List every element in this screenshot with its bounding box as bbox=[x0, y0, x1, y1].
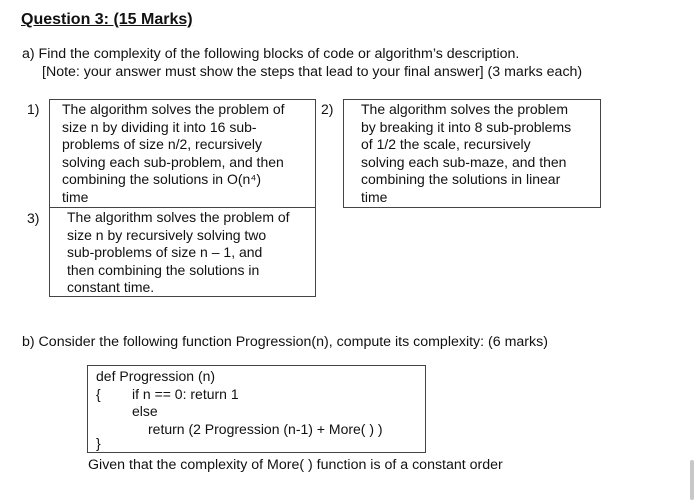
code-box bbox=[87, 365, 426, 453]
item-2-line-2: by breaking it into 8 sub-problems bbox=[361, 118, 572, 135]
code-line-3: else bbox=[132, 403, 158, 419]
item-3-line-5: constant time. bbox=[67, 279, 155, 295]
item-1-line-5: combining the solutions in O(n⁴) bbox=[62, 171, 262, 187]
item-2-box bbox=[343, 99, 601, 208]
part-b-note: Given that the complexity of More( ) function is of a constant order bbox=[88, 457, 503, 473]
code-brace-open: { bbox=[96, 385, 101, 402]
item-1-line-3: problems of size n/2, recursively bbox=[62, 136, 262, 152]
item-1-box bbox=[49, 99, 316, 208]
item-2-line-1: The algorithm solves the problem bbox=[361, 101, 568, 117]
item-1-number: 1) bbox=[27, 101, 40, 117]
item-2-line-6: time bbox=[361, 188, 388, 205]
code-brace-close: } bbox=[96, 435, 101, 451]
item-3-line-2: size n by recursively solving two bbox=[67, 226, 267, 243]
item-3-number: 3) bbox=[27, 210, 40, 226]
item-2-line-5: combining the solutions in linear bbox=[361, 171, 561, 187]
item-2-line-3: of 1/2 the scale, recursively bbox=[361, 136, 531, 152]
item-3-line-1: The algorithm solves the problem of bbox=[67, 209, 290, 225]
part-b-instruction: b) Consider the following function Progression(n), compute its complexity: (6 marks) bbox=[22, 334, 548, 350]
item-3-box bbox=[49, 207, 316, 297]
code-line-2: if n == 0: return 1 bbox=[132, 385, 239, 402]
item-2-number: 2) bbox=[321, 101, 334, 117]
item-1-line-1: The algorithm solves the problem of bbox=[62, 101, 285, 117]
scrollbar-thumb[interactable] bbox=[690, 460, 694, 500]
question-title: Question 3: (15 Marks) bbox=[21, 11, 193, 28]
part-a-note: [Note: your answer must show the steps that lead to your final answer] (3 marks each) bbox=[42, 64, 583, 80]
item-2-line-4: solving each sub-maze, and then bbox=[361, 153, 567, 170]
item-3-line-3: sub-problems of size n – 1, and bbox=[67, 244, 263, 260]
code-line-1: def Progression (n) bbox=[96, 368, 216, 384]
item-1-line-2: size n by dividing it into 16 sub- bbox=[62, 118, 257, 135]
code-line-4: return (2 Progression (n-1) + More( ) ) bbox=[148, 420, 383, 437]
item-1-line-4: solving each sub-problem, and then bbox=[62, 153, 284, 170]
item-3-line-4: then combining the solutions in bbox=[67, 261, 260, 278]
part-a-instruction: a) Find the complexity of the following blocks of code or algorithm’s description. bbox=[22, 46, 520, 62]
item-1-line-6: time bbox=[62, 188, 89, 205]
